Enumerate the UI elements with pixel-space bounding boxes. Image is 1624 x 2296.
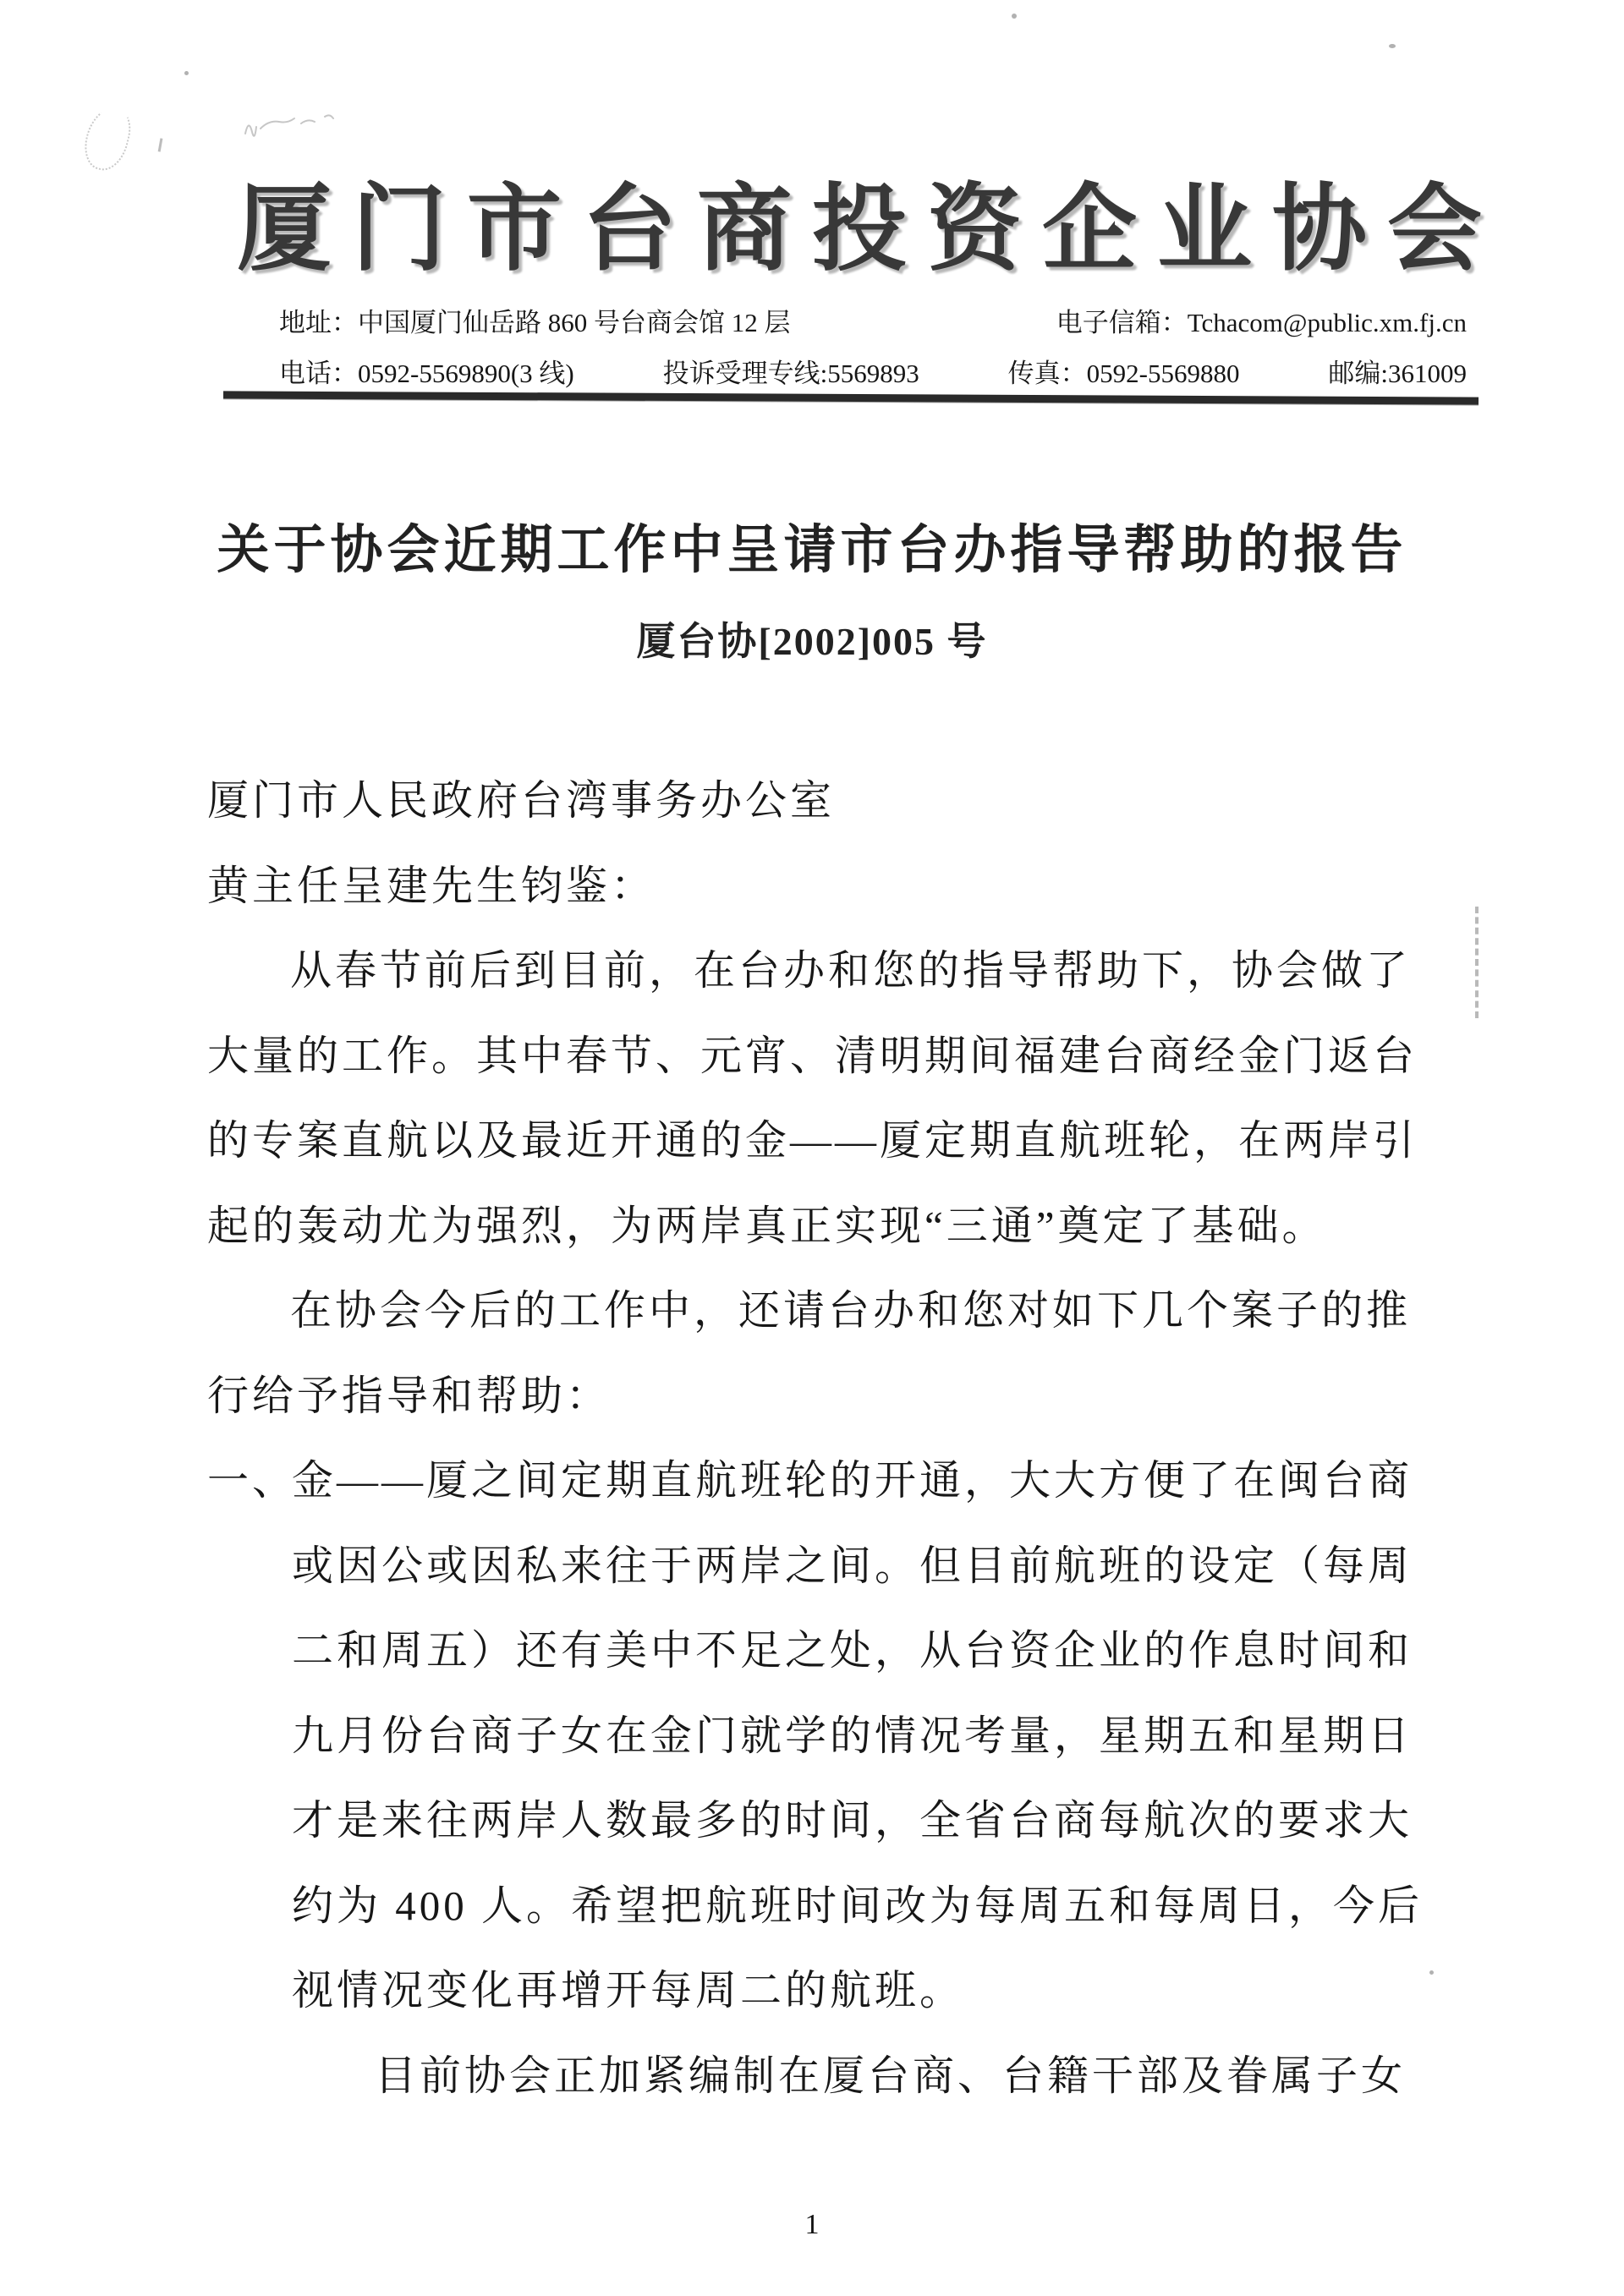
org-phone: 电话：0592-5569890(3 线) [279, 359, 574, 388]
org-email: 电子信箱：Tchacom@public.xm.fj.cn [1056, 308, 1467, 337]
scan-speck [1389, 44, 1396, 48]
list-item-1-line: 才是来往两岸人数最多的时间，全省台商每航次的要求大 [292, 1797, 1413, 1844]
org-fax: 传真：0592-5569880 [1007, 359, 1240, 388]
recipient-line: 厦门市人民政府台湾事务办公室 [207, 777, 836, 824]
document-title: 关于协会近期工作中呈请市台办指导帮助的报告 [217, 522, 1407, 579]
pencil-mark-tick [158, 138, 168, 152]
scan-edge-artifact [1475, 907, 1479, 1018]
paragraph-1-line: 起的轰动尤为强烈，为两岸真正实现“三通”奠定了基础。 [207, 1202, 1327, 1249]
org-postal-code: 邮编:361009 [1328, 359, 1467, 388]
list-item-1-line: 或因公或因私来往于两岸之间。但目前航班的设定（每周 [292, 1542, 1413, 1589]
list-item-1-text: 金——厦之间定期直航班轮的开通，大大方便了在闽台商 [292, 1457, 1413, 1504]
paragraph-2-line: 在协会今后的工作中，还请台办和您对如下几个案子的推 [290, 1287, 1412, 1334]
letterhead-contact-line-2 [279, 355, 1467, 392]
salutation-line: 黄主任呈建先生钧鉴： [207, 862, 656, 909]
paragraph-3-line: 目前协会正加紧编制在厦台商、台籍干部及眷属子女 [375, 2052, 1407, 2099]
scan-speck [184, 71, 189, 75]
letter-body [207, 759, 1467, 2118]
list-item-1-marker: 一、 [207, 1457, 298, 1504]
list-item-1-line [207, 1438, 1467, 1524]
document-number: 厦台协[2002]005 号 [636, 620, 988, 663]
page-number: 1 [804, 2209, 820, 2240]
scan-speck [1012, 14, 1017, 19]
pencil-mark-oval [80, 102, 136, 175]
list-item-1-line: 视情况变化再增开每周二的航班。 [292, 1967, 965, 2014]
letterhead-contact-line-1 [279, 304, 1467, 342]
org-address: 地址：中国厦门仙岳路 860 号台商会馆 12 层 [279, 308, 791, 337]
paragraph-2-line: 行给予指导和帮助： [207, 1372, 612, 1419]
letterhead-divider-rule [223, 391, 1479, 404]
paragraph-1-line: 大量的工作。其中春节、元宵、清明期间福建台商经金门返台 [207, 1032, 1418, 1079]
pencil-mark-scribble [242, 108, 343, 142]
list-item-1-line: 二和周五）还有美中不足之处，从台资企业的作息时间和 [292, 1627, 1413, 1674]
list-item-1-line: 九月份台商子女在金门就学的情况考量，星期五和星期日 [292, 1712, 1413, 1759]
paragraph-1-line: 的专案直航以及最近开通的金——厦定期直航班轮，在两岸引 [207, 1117, 1418, 1164]
list-item-1-line: 约为 400 人。希望把航班时间改为每周五和每周日，今后 [292, 1882, 1424, 1929]
org-name-title: 厦门市台商投资企业协会 [237, 178, 1502, 282]
org-complaint-hotline: 投诉受理专线:5569893 [662, 359, 919, 388]
paragraph-1-line: 从春节前后到目前，在台办和您的指导帮助下，协会做了 [290, 947, 1412, 994]
